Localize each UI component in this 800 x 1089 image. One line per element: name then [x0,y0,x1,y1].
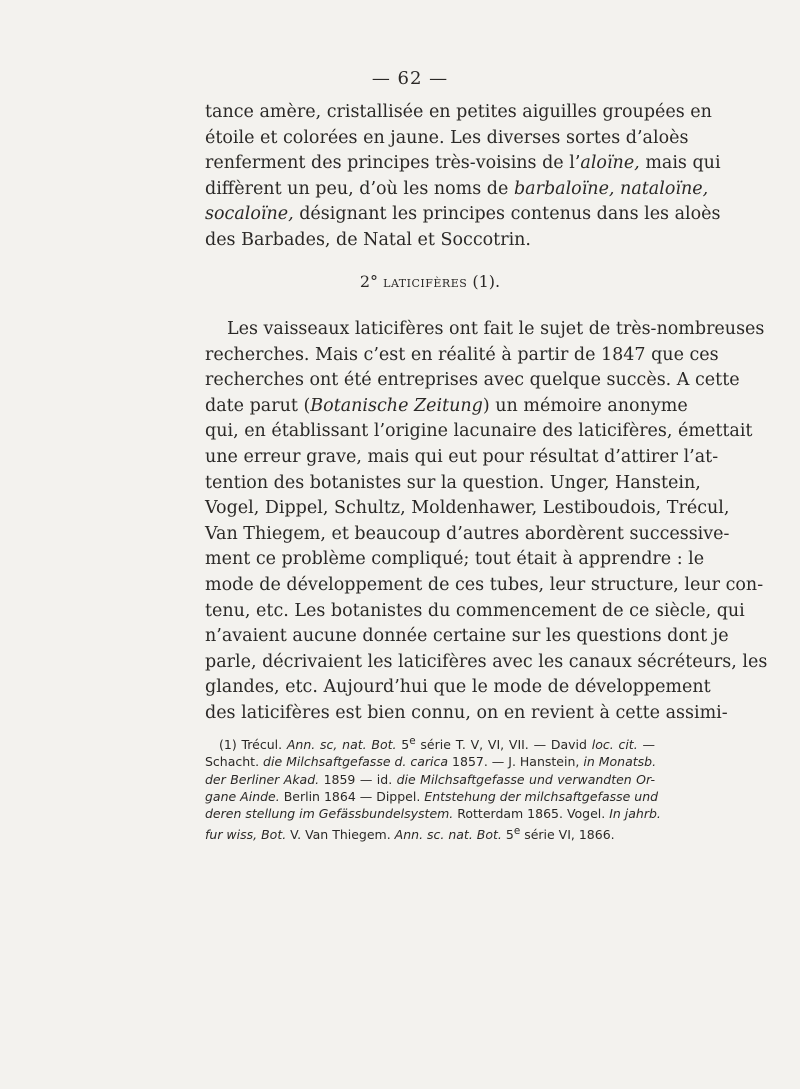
text-line: une erreur grave, mais qui eut pour résultat d’attirer l’at- [205,446,719,467]
text-line: mode de développement de ces tubes, leur structure, leur con- [205,574,764,595]
text-line: date parut (Botanische Zeitung) un mémoire anonyme [205,395,688,416]
heading-title: laticifères [383,273,468,291]
footnote-line: (1) Trécul. Ann. sc, nat. Bot. 5e série T. V, VI, VII. — David loc. cit. — [219,735,655,753]
text-line: tenu, etc. Les botanistes du commencement de ce siècle, qui [205,600,745,621]
paragraph-2 [205,317,768,727]
text-line: Van Thiegem, et beaucoup d’autres abordèrent successive- [205,523,730,544]
text-line: ment ce problème compliqué; tout était à apprendre : le [205,549,705,570]
text-line: socaloïne, désignant les principes contenus dans les aloès [205,204,721,225]
footnote-line: fur wiss, Bot. V. Van Thiegem. Ann. sc. nat. Bot. 5e série VI, 1866. [205,824,615,842]
footnote-line: Schacht. die Milchsaftgefasse d. carica 1857. — J. Hanstein, in Monatsb. [205,754,657,770]
footnote-line: gane Ainde. Berlin 1864 — Dippel. Entstehung der milchsaftgefasse und [205,789,659,805]
footnote-line: der Berliner Akad. 1859 — id. die Milchsaftgefasse und verwandten Or- [205,771,655,787]
paragraph-1 [205,100,721,254]
text-line: Les vaisseaux laticifères ont fait le sujet de très-nombreuses [227,319,765,339]
footnotes [205,733,661,843]
text-line: recherches. Mais c’est en réalité à partir de 1847 que ces [205,344,719,365]
text-line: Vogel, Dippel, Schultz, Moldenhawer, Lestiboudois, Trécul, [205,498,730,519]
text-line: tance amère, cristallisée en petites aiguilles groupées en [205,102,712,122]
text-line: recherches ont été entreprises avec quelque succès. A cette [205,370,740,391]
text-line: qui, en établissant l’origine lacunaire des laticifères, émettait [205,421,753,442]
text-line: des Barbades, de Natal et Soccotrin. [205,229,531,250]
text-line: renferment des principes très-voisins de l’aloïne, mais qui [205,153,721,174]
text-line: des laticifères est bien connu, on en revient à cette assimi- [205,702,728,723]
footnote-line: deren stellung im Gefässbundelsystem. Rotterdam 1865. Vogel. In jahrb. [205,806,661,822]
heading-footnote-ref: (1). [472,272,501,291]
section-heading [0,272,800,291]
text-line: tention des botanistes sur la question. Unger, Hanstein, [205,472,701,493]
page-number: — 62 — [371,68,449,89]
heading-number: 2° [359,272,379,291]
text-line: glandes, etc. Aujourd’hui que le mode de développement [205,677,711,698]
text-line: parle, décrivaient les laticifères avec les canaux sécréteurs, les [205,651,768,672]
text-line: diffèrent un peu, d’où les noms de barbaloïne, nataloïne, [205,178,709,199]
text-line: n’avaient aucune donnée certaine sur les questions dont je [205,626,729,647]
text-line: étoile et colorées en jaune. Les diverses sortes d’aloès [205,127,689,148]
